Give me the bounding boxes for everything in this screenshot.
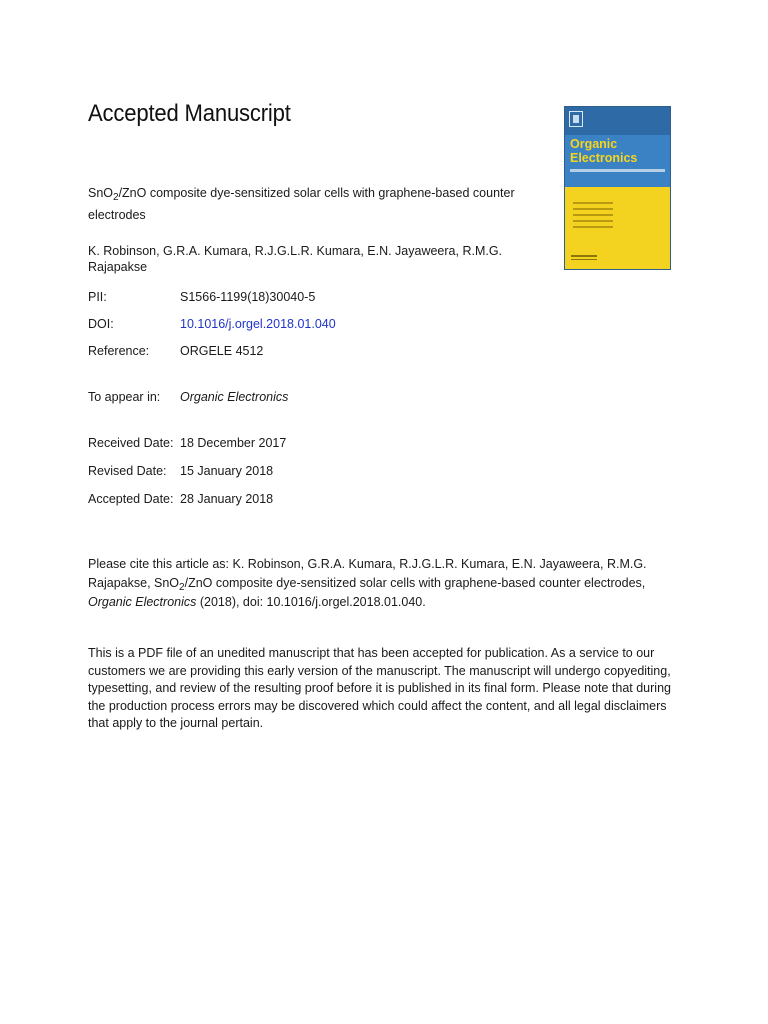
title-subscript: 2 [113, 192, 119, 203]
cover-title [570, 137, 637, 165]
meta-key: PII: [88, 290, 107, 304]
cite-journal: Organic Electronics [88, 595, 197, 609]
meta-key: Revised Date: [88, 464, 167, 478]
cover-title-line-1: Organic [570, 137, 618, 151]
doi-link[interactable]: 10.1016/j.orgel.2018.01.040 [180, 317, 336, 331]
meta-key: Reference: [88, 344, 150, 358]
title-part-3: electrodes [88, 208, 146, 222]
cite-subscript: 2 [179, 582, 185, 593]
meta-value: 18 December 2017 [180, 436, 287, 450]
meta-key: To appear in: [88, 390, 161, 404]
journal-cover-image [564, 106, 671, 270]
cover-footer-lines [571, 255, 597, 263]
journal-name: Organic Electronics [180, 390, 289, 404]
meta-value: ORGELE 4512 [180, 344, 264, 358]
cite-line-1: Please cite this article as: K. Robinson, G.R.A. Kumara, R.J.G.L.R. Kumara, E.N. Jayaweera, R.M.G. [88, 557, 647, 571]
meta-value: S1566-1199(18)30040-5 [180, 290, 316, 304]
disclaimer-notice: This is a PDF file of an unedited manuscript that has been accepted for publication. As a service to our customers we are providing this early version of the manuscript. The manuscript will undergo copyediting, typesetting, and review of the resulting proof before it is published in its final form. Please note that during the production process errors may be discovered which could affect the content, and all legal disclaimers that apply to the journal pertain. [88, 646, 671, 731]
meta-key: Accepted Date: [88, 492, 174, 506]
cover-subtitle-strip [570, 169, 665, 172]
cite-line-3: (2018), doi: 10.1016/j.orgel.2018.01.040. [196, 595, 426, 609]
cite-line-2b: /ZnO composite dye-sensitized solar cells with graphene-based counter electrodes, [184, 576, 646, 590]
meta-key: DOI: [88, 317, 114, 331]
article-title [88, 182, 528, 226]
title-part-1: SnO [88, 186, 114, 200]
citation [88, 555, 668, 612]
cite-line-2a: Rajapakse, SnO [88, 576, 180, 590]
meta-value: 15 January 2018 [180, 464, 274, 478]
title-part-2: /ZnO composite dye-sensitized solar cells with graphene-based counter [118, 186, 515, 200]
cover-title-line-2: Electronics [570, 151, 638, 165]
authors: K. Robinson, G.R.A. Kumara, R.J.G.L.R. Kumara, E.N. Jayaweera, R.M.G. Rajapakse [88, 244, 503, 274]
page-title: Accepted Manuscript [88, 100, 291, 127]
meta-value: 28 January 2018 [180, 492, 274, 506]
publisher-logo-icon [569, 111, 583, 127]
meta-key: Received Date: [88, 436, 174, 450]
cover-editor-lines [573, 202, 613, 232]
